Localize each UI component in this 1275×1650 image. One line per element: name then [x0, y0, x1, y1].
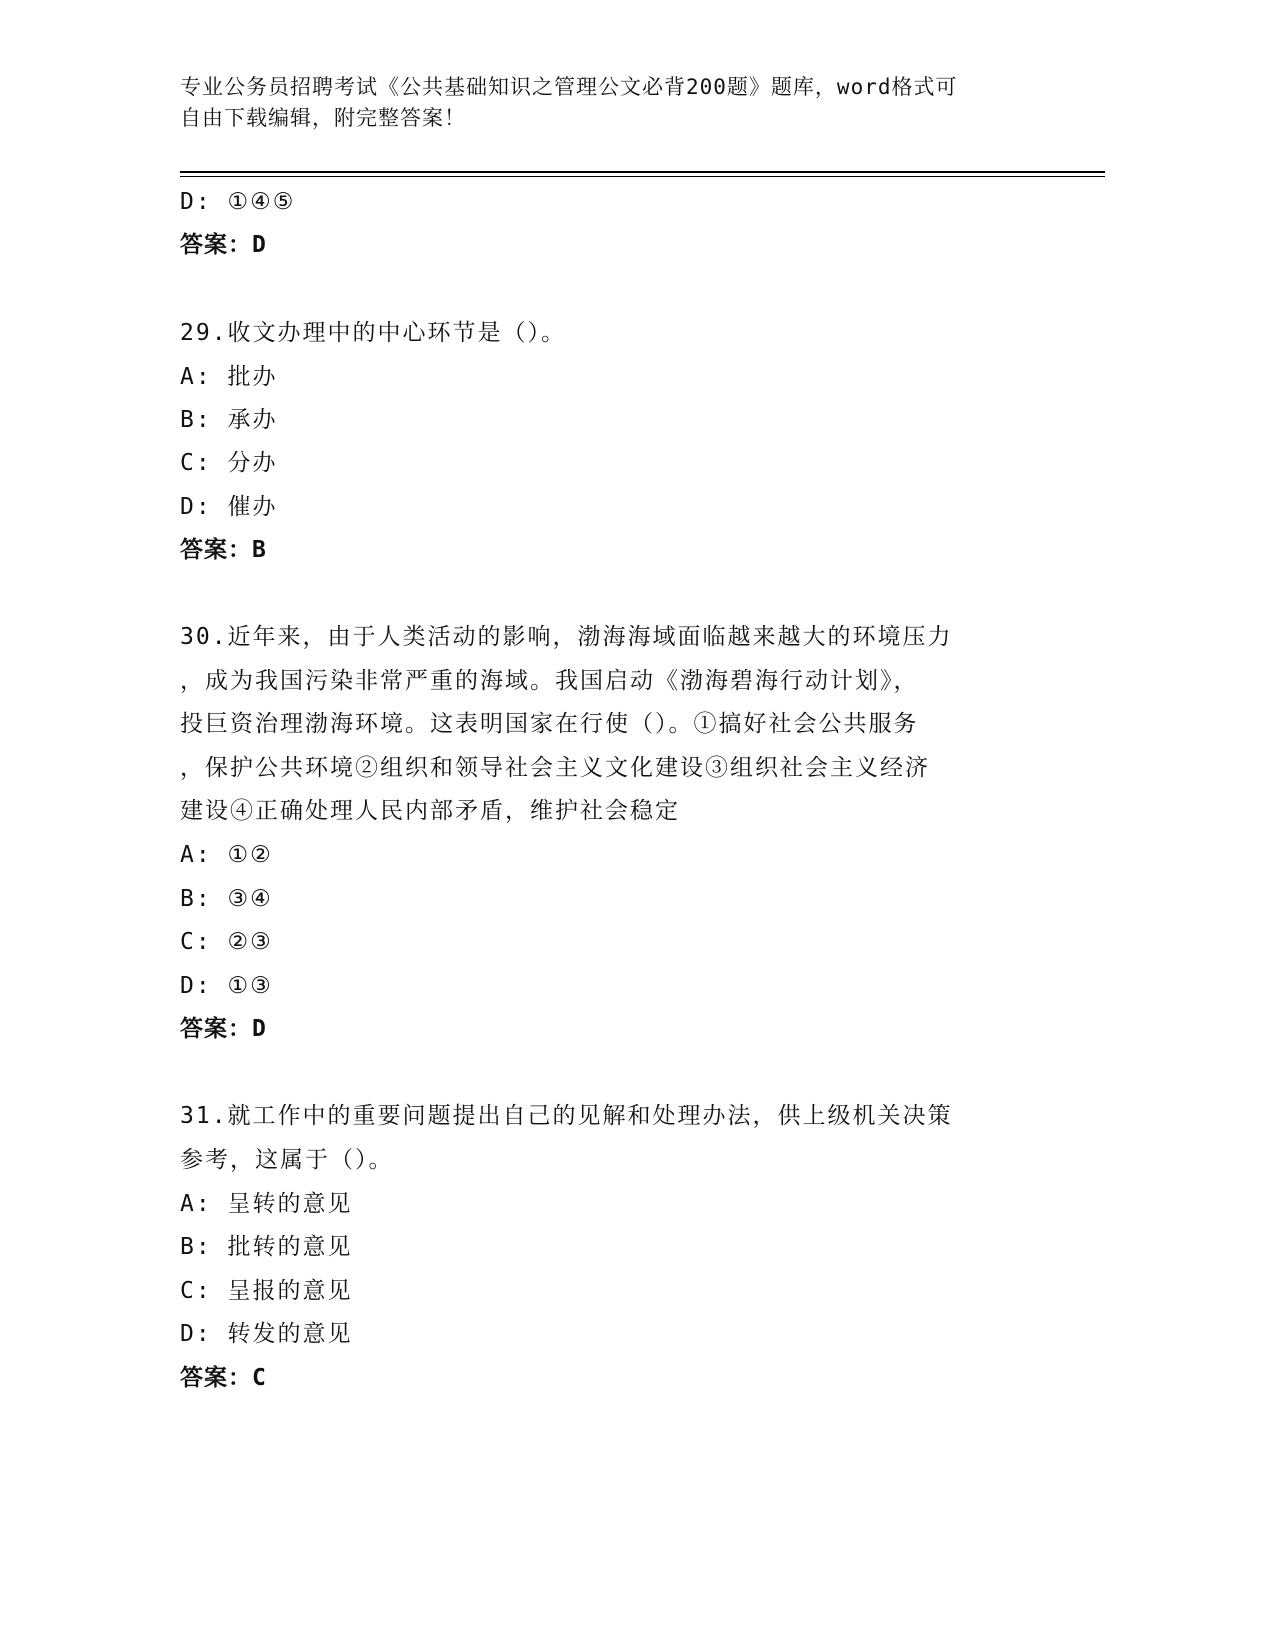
q30-option-a: A: ①② [180, 842, 273, 868]
q30-option-b: B: ③④ [180, 886, 273, 912]
q31-answer: 答案：C [180, 1365, 267, 1391]
q30-stem-line: 投巨资治理渤海环境。这表明国家在行使（）。①搞好社会公共服务 [180, 711, 919, 737]
q29-stem: 29.收文办理中的中心环节是（）。 [180, 320, 567, 346]
document-header-line-2: 自由下载编辑，附完整答案！ [180, 106, 466, 130]
q29-option-c: C: 分办 [180, 450, 278, 476]
q29-option-b: B: 承办 [180, 407, 278, 433]
q31-stem-line: 参考，这属于（）。 [180, 1147, 394, 1173]
q30-option-c: C: ②③ [180, 929, 273, 955]
q28-option-d: D: ①④⑤ [180, 189, 296, 215]
q29-option-d: D: 催办 [180, 494, 278, 520]
q30-option-d: D: ①③ [180, 973, 273, 999]
q31-option-a: A: 呈转的意见 [180, 1191, 353, 1217]
q31-option-d: D: 转发的意见 [180, 1321, 353, 1347]
q30-answer: 答案：D [180, 1016, 267, 1042]
q30-stem-line: 建设④正确处理人民内部矛盾，维护社会稳定 [180, 798, 680, 824]
q29-option-a: A: 批办 [180, 364, 278, 390]
header-divider-thin [180, 176, 1105, 177]
header-divider [180, 171, 1105, 173]
q28-answer: 答案：D [180, 232, 267, 258]
q31-option-b: B: 批转的意见 [180, 1234, 353, 1260]
q30-stem-line: 30.近年来，由于人类活动的影响，渤海海域面临越来越大的环境压力 [180, 624, 953, 650]
q31-option-c: C: 呈报的意见 [180, 1278, 353, 1304]
q30-stem-line: ，保护公共环境②组织和领导社会主义文化建设③组织社会主义经济 [180, 755, 930, 781]
q30-stem-line: ，成为我国污染非常严重的海域。我国启动《渤海碧海行动计划》， [180, 668, 919, 694]
q29-answer: 答案：B [180, 537, 267, 563]
document-header-line-1: 专业公务员招聘考试《公共基础知识之管理公文必背200题》题库，word格式可 [180, 75, 958, 99]
q31-stem-line: 31.就工作中的重要问题提出自己的见解和处理办法，供上级机关决策 [180, 1103, 953, 1129]
